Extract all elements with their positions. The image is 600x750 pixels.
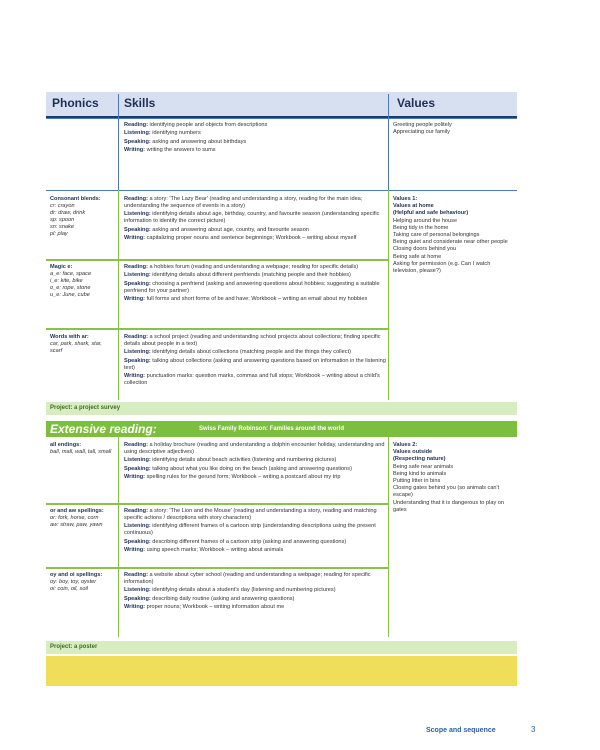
divider	[46, 328, 388, 330]
value-item: Asking for permission (e.g. Can I watch television, please?)	[393, 260, 491, 275]
skill-line: Speaking: talking about what you like doing on the beach (asking and answering questions)	[124, 465, 352, 472]
value-item: Being tidy in the home	[393, 224, 449, 231]
skill-line: Speaking: describing different frames of a cartoon strip (asking and answering questions)	[124, 538, 347, 545]
divider	[118, 94, 119, 190]
phonics-example: sp: spoon	[50, 217, 75, 223]
value-item: Taking care of personal belongings	[393, 232, 480, 239]
page-number: 3	[531, 725, 536, 734]
skill-line: Writing: spelling rules for the gerund form; Workbook – writing a postcard about my trip	[124, 474, 341, 481]
phonics-example: oi: coin, oil, soil	[50, 586, 88, 592]
skills-cell	[124, 264, 386, 305]
skill-line: Writing: capitalizing proper nouns and sentence beginnings; Workbook – writing about myself	[124, 235, 357, 242]
skills-cell	[124, 196, 386, 244]
divider	[46, 118, 517, 119]
value-item: Being safe at home	[393, 253, 442, 260]
phonics-example: a_e: face, space	[50, 271, 92, 277]
phonics-example: ball, mall, wall, tall, small	[50, 449, 112, 455]
phonics-example: car, park, shark, star, scarf	[50, 341, 102, 354]
skill-line: Listening: identifying numbers	[124, 130, 201, 137]
skill-line: Writing: full forms and short forms of be and have; Workbook – writing an email about my hobbies	[124, 296, 368, 303]
skill-line: Writing: using speech marks; Workbook – writing about animals	[124, 547, 284, 554]
skills-cell	[124, 334, 386, 389]
project-label: Project: a poster	[50, 644, 98, 650]
skill-line: Speaking: asking and answering about age, country, and favourite season	[124, 226, 309, 233]
skill-line: Listening: identifying details about a student's day (listening and numbering pictures)	[124, 587, 336, 594]
skills-cell	[124, 508, 386, 556]
skill-line: Reading: a hobbies forum (reading and understanding a webpage; reading for specific details)	[124, 264, 359, 270]
value-item: Being kind to animals	[393, 470, 447, 477]
divider	[388, 94, 389, 190]
phonics-example: i_e: kite, bike	[50, 278, 83, 284]
phonics-example: cr: crayon	[50, 203, 75, 209]
value-item: Understanding that it is dangerous to play on gates	[393, 499, 505, 513]
skill-line: Writing: proper nouns; Workbook – writing information about me	[124, 604, 285, 611]
skill-line: Listening: identifying details about different penfriends (matching people and their hobbies)	[124, 272, 351, 279]
phonics-example: aw: straw, paw, yawn	[50, 522, 103, 528]
skills-cell	[124, 442, 386, 483]
skill-line: Writing: writing the answers to sums	[124, 147, 216, 154]
phonics-cell: all endings: ball, mall, wall, tall, small	[50, 442, 114, 456]
skill-line: Reading: identifying people and objects from descriptions	[124, 122, 268, 128]
phonics-cell: Magic e: a_e: face, space i_e: kite, bike o_e: rope, stone u_e: June, cube	[50, 264, 114, 299]
skill-line: Speaking: asking and answering about birthdays	[124, 138, 247, 145]
skill-line: Listening: identifying details about collections (matching people and the things they collect)	[124, 349, 351, 356]
extensive-reading-bar	[46, 421, 517, 437]
skill-line: Listening: identifying different frames of a cartoon strip (understanding descriptions using the present continuous)	[124, 523, 376, 537]
divider	[46, 190, 517, 191]
extensive-reading-subtitle: Swiss Family Robinson: Families around the world	[199, 426, 345, 432]
value-item: Being safe near animals	[393, 463, 454, 470]
divider	[46, 567, 388, 569]
phonics-example: o_e: rope, stone	[50, 285, 91, 291]
divider	[388, 437, 389, 637]
skill-line: Writing: punctuation marks: question marks, commas and full stops; Workbook – writing about a child's collection	[124, 373, 380, 387]
divider	[46, 503, 388, 505]
phonics-example: oy: boy, toy, oyster	[50, 579, 97, 585]
yellow-band	[46, 656, 517, 686]
value-item: Greeting people politely	[393, 122, 452, 128]
divider	[388, 190, 389, 400]
project-row	[46, 641, 517, 654]
values2-cell: Values 2: Values outside (Respecting nature) Being safe near animals Being kind to animals Putting litter in bins Closing gates behind you (so animals can't escape) Understanding that it is dangerous to play on gates	[393, 442, 515, 514]
skill-line: Speaking: describing daily routine (asking and answering questions)	[124, 595, 295, 602]
skills-cell	[124, 572, 386, 613]
phonics-cell: Words with ar: car, park, shark, star, scarf	[50, 334, 114, 355]
project-row	[46, 402, 517, 415]
phonics-example: sn: snake	[50, 224, 74, 230]
values1-cell: Values 1: Values at home (Helpful and safe behaviour) Helping around the house Being tidy in the home Taking care of personal belongings Being quiet and considerate near other people Closing doors behind you Being safe at home Asking for permission (e.g. Can I watch television, please?)	[393, 196, 515, 275]
skill-line: Speaking: choosing a penfriend (asking and answering questions about hobbies; suggesting a suitable penfriend for your partner)	[124, 280, 380, 294]
skill-line: Listening: identifying details about age, birthday, country, and favourite season (understanding specific information to identify the correct picture)	[124, 211, 380, 225]
extensive-reading-title: Extensive reading:	[50, 422, 157, 436]
values-header: Values	[397, 96, 436, 110]
value-item: Closing gates behind you (so animals can't escape)	[393, 485, 500, 499]
value-item: Putting litter in bins	[393, 478, 441, 485]
skill-line: Reading: a holiday brochure (reading and understanding a dolphin encounter holiday, understanding and using descriptive adjectives)	[124, 442, 385, 455]
phonics-example: or: fork, horse, corn	[50, 515, 99, 521]
table-header	[46, 92, 517, 118]
divider	[118, 437, 119, 637]
skill-line: Reading: a story: 'The Lazy Bear' (reading and understanding a story, reading for the main idea; understanding the sequence of events in a story)	[124, 196, 363, 209]
starter-values	[393, 122, 513, 136]
divider	[46, 259, 388, 261]
value-item: Helping around the house	[393, 217, 458, 224]
value-item: Closing doors behind you	[393, 246, 457, 253]
phonics-example: u_e: June, cube	[50, 292, 90, 298]
value-item: Appreciating our family	[393, 129, 450, 136]
phonics-example: dr: draw, drink	[50, 210, 86, 216]
phonics-cell: Consonant blends: cr: crayon dr: draw, drink sp: spoon sn: snake pl: play	[50, 196, 114, 238]
skill-line: Speaking: talking about collections (asking and answering questions based on information in the listening text)	[124, 357, 386, 371]
footer-label: Scope and sequence	[426, 727, 496, 734]
value-item: Being quiet and considerate near other people	[393, 239, 508, 246]
phonics-header: Phonics	[52, 96, 99, 110]
skills-header: Skills	[124, 96, 156, 110]
phonics-cell: oy and oi spellings: oy: boy, toy, oyster oi: coin, oil, soil	[50, 572, 114, 593]
phonics-example: pl: play	[50, 231, 68, 237]
skill-line: Reading: a story: 'The Lion and the Mouse' (reading and understanding a story, reading and matching specific actions / descriptions with story characters)	[124, 508, 377, 521]
skill-line: Listening: identifying details about beach activities (listening and numbering pictures)	[124, 457, 337, 464]
starter-skills	[124, 122, 386, 156]
skill-line: Reading: a website about cyber school (reading and understanding a webpage; reading for specific information)	[124, 572, 371, 585]
project-label: Project: a project survey	[50, 405, 121, 411]
divider	[118, 190, 119, 400]
skill-line: Reading: a school project (reading and understanding school projects about collections; finding specific details about people in a text)	[124, 334, 381, 347]
phonics-cell: or and aw spellings: or: fork, horse, corn aw: straw, paw, yawn	[50, 508, 114, 529]
